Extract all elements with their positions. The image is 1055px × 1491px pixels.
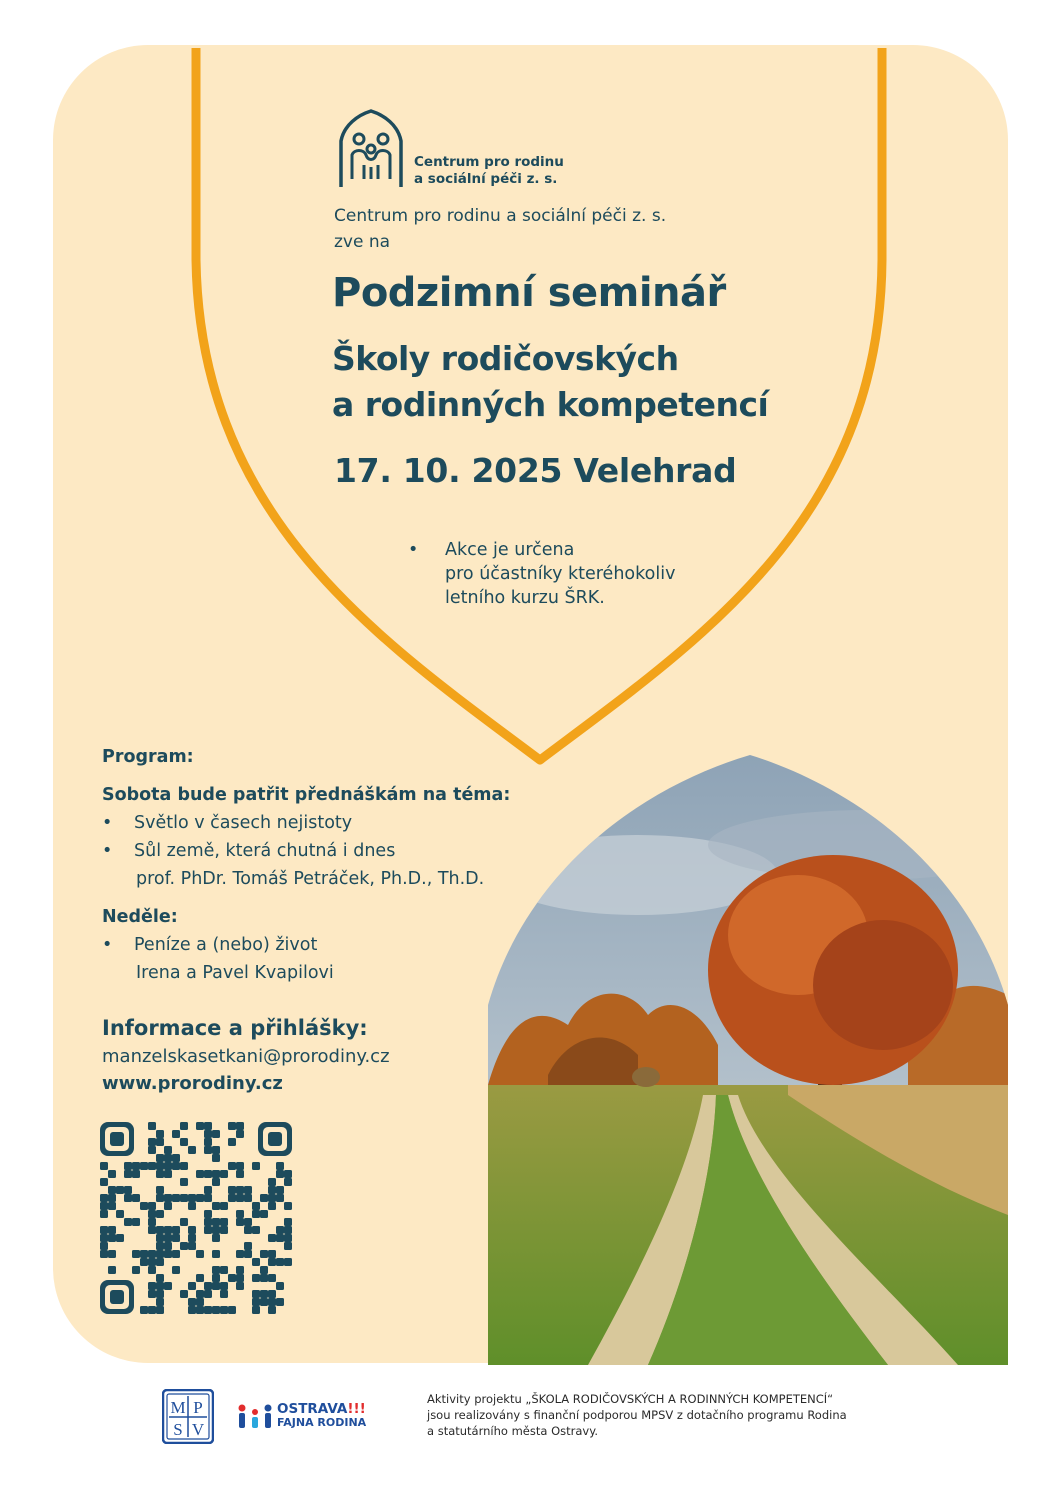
event-date-place: 17. 10. 2025 Velehrad: [334, 451, 737, 490]
subtitle-line-2: a rodinných kompetencí: [332, 385, 769, 424]
ostrava-fajna-rodina-logo: [237, 1402, 366, 1429]
contact-web-link[interactable]: www.prorodiny.cz: [102, 1073, 283, 1094]
funding-line-3: a statutárního města Ostravy.: [427, 1424, 599, 1438]
logo-line-2: a sociální péči z. s.: [414, 171, 558, 187]
svg-text:V: V: [191, 1420, 205, 1439]
intro-line-1: Centrum pro rodinu a sociální péči z. s.: [334, 206, 667, 226]
intro-line-2: zve na: [334, 232, 391, 252]
funding-line-2: jsou realizovány s finanční podporou MPSV z dotačního programu Rodina: [427, 1408, 847, 1422]
list-item: • Sůl země, která chutná i dnes: [102, 837, 532, 865]
bullet-icon: •: [102, 841, 113, 861]
contact-heading: Informace a přihlášky:: [102, 1016, 368, 1040]
list-item: • Peníze a (nebo) život: [102, 931, 532, 959]
invitation-intro: [334, 203, 666, 255]
funding-line-1: Aktivity projektu „ŠKOLA RODIČOVSKÝCH A RODINNÝCH KOMPETENCÍ“: [427, 1392, 834, 1406]
bullet-icon: •: [408, 540, 419, 560]
sunday-heading: Neděle:: [102, 907, 178, 927]
svg-text:M: M: [170, 1398, 186, 1417]
note-line-1: Akce je určena: [445, 540, 575, 560]
audience-note: [408, 538, 675, 610]
family-figures-icon: [237, 1403, 273, 1429]
mpsv-logo-icon: [162, 1389, 214, 1444]
page-subtitle: [332, 336, 768, 428]
autumn-landscape-image: [488, 755, 1008, 1365]
note-line-2: pro účastníky kteréhokoliv: [445, 564, 676, 584]
sunday-speaker: Irena a Pavel Kvapilovi: [136, 963, 334, 983]
svg-text:P: P: [193, 1398, 203, 1417]
contact-email-link[interactable]: manzelskasetkani@prorodiny.cz: [102, 1046, 390, 1067]
logo-wordmark: [414, 154, 564, 188]
ostrava-title: OSTRAVA!!!: [277, 1401, 366, 1417]
logo-line-1: Centrum pro rodinu: [414, 154, 564, 170]
saturday-speaker: prof. PhDr. Tomáš Petráček, Ph.D., Th.D.: [136, 869, 485, 889]
page-title: Podzimní seminář: [332, 270, 726, 316]
bullet-icon: •: [102, 813, 113, 833]
family-arch-logo-icon: [336, 109, 406, 189]
program-heading: Program:: [102, 747, 194, 767]
bullet-icon: •: [102, 935, 113, 955]
svg-text:S: S: [173, 1420, 183, 1439]
qr-code-icon[interactable]: [100, 1122, 292, 1314]
ostrava-subtitle: FAJNA RODINA: [277, 1416, 367, 1429]
program-section: [102, 743, 532, 987]
subtitle-line-1: Školy rodičovských: [332, 339, 679, 378]
saturday-heading: Sobota bude patřit přednáškám na téma:: [102, 785, 511, 805]
funding-note: [427, 1391, 847, 1439]
note-line-3: letního kurzu ŠRK.: [445, 588, 605, 608]
list-item: • Světlo v časech nejistoty: [102, 809, 532, 837]
